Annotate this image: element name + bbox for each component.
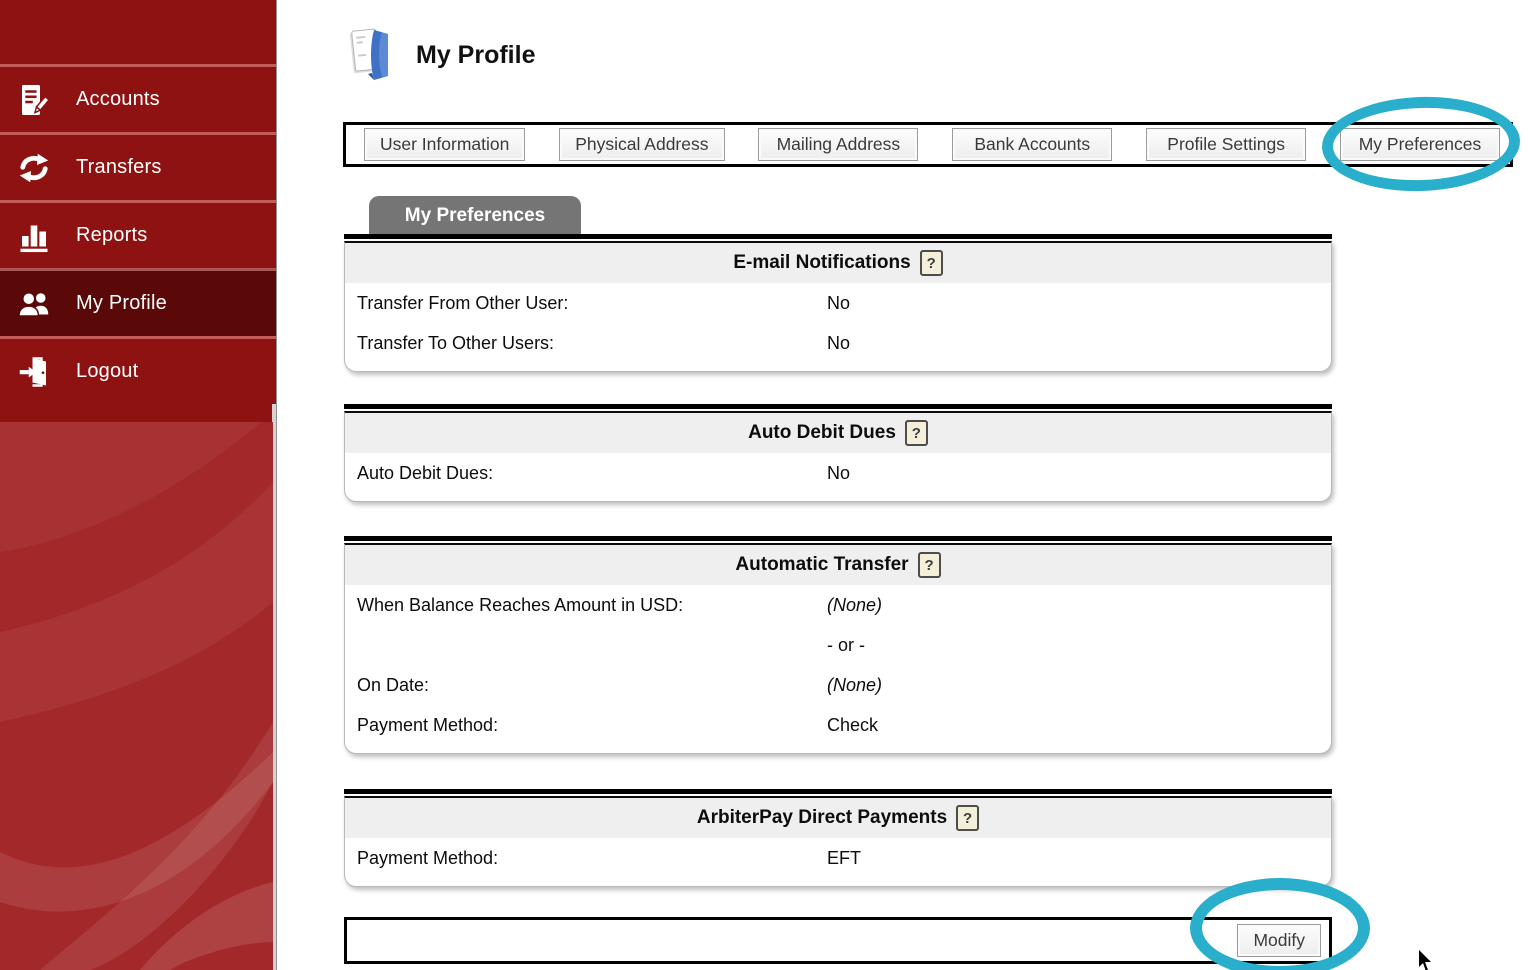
panel-top-rule — [344, 789, 1332, 794]
preference-row: Payment Method: Check — [357, 714, 879, 735]
help-icon[interactable]: ? — [905, 420, 928, 446]
panel-top-rule — [344, 234, 1332, 239]
sidebar-decorative-swirl — [0, 422, 273, 970]
help-icon[interactable]: ? — [956, 805, 979, 831]
panel-top-rule — [344, 404, 1332, 409]
panel-header — [345, 413, 1331, 453]
preference-row: On Date: (None) — [357, 674, 883, 695]
help-icon[interactable]: ? — [918, 552, 941, 578]
preference-row: Auto Debit Dues: No — [357, 462, 851, 483]
tab-bank-accounts[interactable]: Bank Accounts — [952, 128, 1112, 161]
auto-debit-dues-panel — [344, 411, 1332, 502]
preference-row: - or - — [827, 634, 865, 655]
profile-tabbar — [343, 122, 1513, 167]
page-title: My Profile — [416, 41, 536, 69]
panel-top-rule — [344, 536, 1332, 541]
preference-row: When Balance Reaches Amount in USD: (None) — [357, 594, 883, 615]
automatic-transfer-panel — [344, 543, 1332, 754]
tab-profile-settings[interactable]: Profile Settings — [1146, 128, 1306, 161]
panel-title: Auto Debit Dues — [748, 422, 896, 443]
action-bar — [344, 917, 1332, 964]
logout-icon — [14, 352, 54, 392]
panel-title: E-mail Notifications — [733, 252, 911, 273]
preferences-panels — [344, 234, 1332, 964]
panel-title: ArbiterPay Direct Payments — [696, 807, 948, 828]
sidebar-item-label: My Profile — [76, 292, 167, 314]
sidebar — [0, 0, 277, 970]
page-header — [344, 24, 535, 87]
panel-title: Automatic Transfer — [735, 554, 909, 575]
preference-row: Payment Method: EFT — [357, 847, 861, 868]
tab-mailing-address[interactable]: Mailing Address — [758, 128, 918, 161]
tab-user-information[interactable]: User Information — [364, 128, 525, 161]
profile-icon — [14, 284, 54, 324]
modify-button[interactable]: Modify — [1237, 924, 1321, 957]
sidebar-item-label: Reports — [76, 224, 148, 246]
sidebar-item-my-profile[interactable] — [0, 268, 276, 336]
sidebar-item-label: Logout — [76, 360, 139, 382]
sidebar-item-accounts[interactable] — [0, 64, 276, 132]
help-icon[interactable]: ? — [920, 250, 943, 276]
reports-icon — [14, 216, 54, 256]
active-section-tab: My Preferences — [369, 196, 581, 236]
sidebar-top-strip — [0, 0, 276, 64]
accounts-icon — [14, 80, 54, 120]
panel-header — [345, 798, 1331, 838]
preference-row: Transfer From Other User: No — [357, 292, 851, 313]
main-content — [278, 0, 1528, 970]
panel-header — [345, 545, 1331, 585]
sidebar-item-label: Transfers — [76, 156, 162, 178]
sidebar-item-reports[interactable] — [0, 200, 276, 268]
sidebar-item-label: Accounts — [76, 88, 160, 110]
email-notifications-panel — [344, 241, 1332, 372]
sidebar-item-transfers[interactable] — [0, 132, 276, 200]
notebook-icon — [344, 24, 396, 87]
tab-physical-address[interactable]: Physical Address — [559, 128, 724, 161]
preference-row: Transfer To Other Users: No — [357, 332, 851, 353]
direct-payments-panel — [344, 796, 1332, 887]
transfers-icon — [14, 148, 54, 188]
tab-my-preferences[interactable]: My Preferences — [1340, 128, 1500, 161]
panel-header — [345, 243, 1331, 283]
sidebar-item-logout[interactable] — [0, 336, 276, 404]
